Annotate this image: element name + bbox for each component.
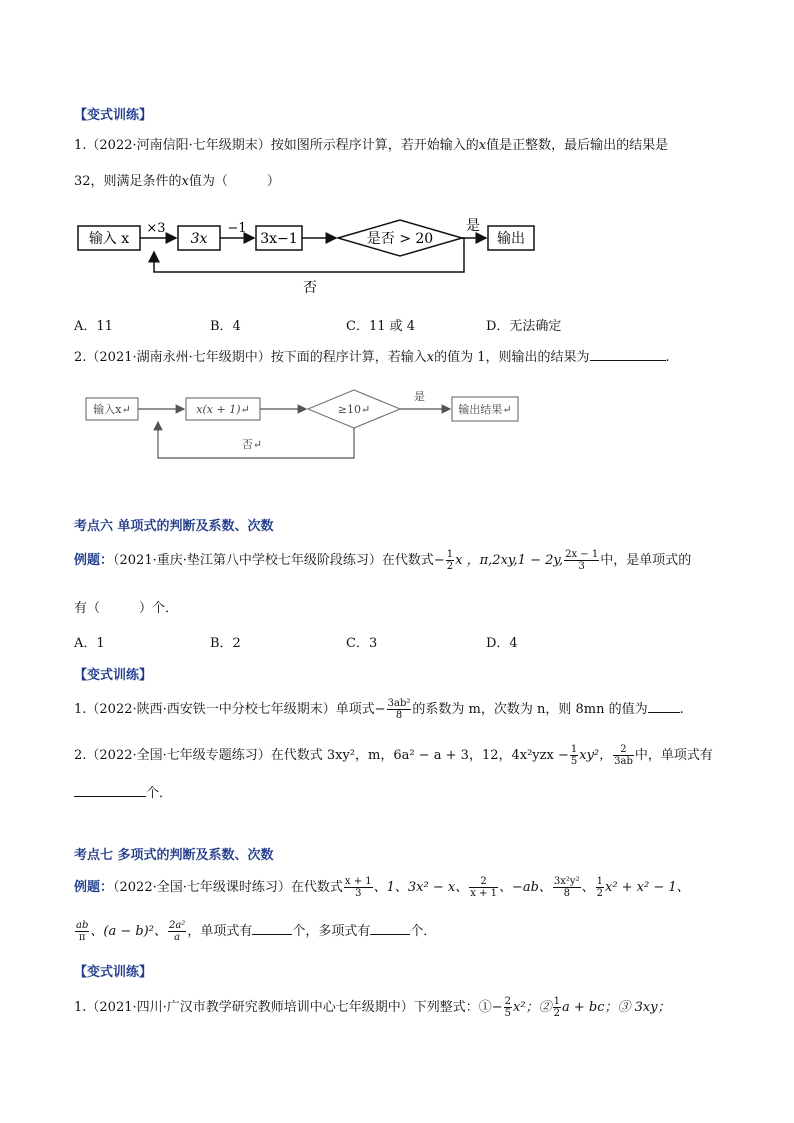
flow-no-label: 否 xyxy=(303,280,317,296)
answer-blank xyxy=(370,922,410,935)
practice-header: 【变式训练】 xyxy=(74,108,153,123)
fraction: $\frac{2x - 1}{3}$ xyxy=(565,549,599,572)
section-7-example-line-2: $\frac{ab}{\pi}$ 、(a − b)²、 $\frac{\text{2a²}}{a}$ ，单项式有 个，多项式有 个． xyxy=(76,920,437,943)
flow-box-3x-label: 3x xyxy=(190,231,208,247)
flow-box-3x-1-label: 3x−1 xyxy=(260,231,298,247)
q1-option-c: C．11 或 4 xyxy=(346,319,416,334)
flowchart-2 xyxy=(80,382,540,464)
flow-output-label: 输出 xyxy=(497,231,525,247)
section-7-practice-1: 1.（2021·四川·广汉市教学研究教师培训中心七年级期中）下列整式：①− $\frac{2}{5}$ x²；② $\frac{1}{2}$ a + bc；③ 3xy； xyxy=(74,996,671,1019)
answer-blank xyxy=(252,922,292,935)
ex6-option-b: B．2 xyxy=(210,636,241,651)
answer-blank xyxy=(648,700,680,713)
fraction: $\frac{2}{3ab}$ xyxy=(614,744,633,767)
flowchart-1 xyxy=(70,212,540,298)
section-6-example-line-1: 例题：（2021·重庆·垫江第八中学校七年级阶段练习）在代数式− $\frac{1}{2}$ x ，π,2xy,1 − 2y, $\frac{2x - 1}{3}$ 中，是单项式的 xyxy=(74,549,692,572)
practice-header: 【变式训练】 xyxy=(74,965,153,980)
fraction: $\frac{1}{2}$ xyxy=(596,876,603,899)
flow-minus-label: −1 xyxy=(227,221,247,236)
flow2-condition-label: ≥10↵ xyxy=(337,403,371,416)
flow-input-label: 输入 x xyxy=(88,231,130,247)
question-1-line-2: 32，则满足条件的x值为（ ） xyxy=(74,174,280,189)
ex6-option-c: C．3 xyxy=(346,636,378,651)
section-6-practice-2: 2.（2022·全国·七年级专题练习）在代数式 3xy²，m，6a² − a + 3，12，4x²yzx − $\frac{1}{5}$ xy²， $\frac{2}{3ab}$ 中，单项式有 xyxy=(74,744,713,767)
flow2-output-label: 输出结果↵ xyxy=(458,403,512,416)
fraction: $\frac{ab}{\pi}$ xyxy=(76,920,89,943)
flow-multiply-label: ×3 xyxy=(146,221,166,236)
q1-option-d: D．无法确定 xyxy=(486,319,562,334)
section-6-title: 考点六 单项式的判断及系数、次数 xyxy=(74,519,274,534)
fraction: $\frac{2}{5}$ xyxy=(504,996,512,1019)
fraction: $\frac{1}{5}$ xyxy=(570,744,578,767)
answer-blank xyxy=(590,348,666,361)
section-7-title: 考点七 多项式的判断及系数、次数 xyxy=(74,848,274,863)
flow-yes-label: 是 xyxy=(466,218,480,234)
fraction: $\frac{x + 1}{3}$ xyxy=(344,876,372,899)
flow2-yes-label: 是 xyxy=(414,390,425,403)
question-1-line-1: 1.（2022·河南信阳·七年级期末）按如图所示程序计算，若开始输入的x值是正整数，最后输出的结果是 xyxy=(74,138,669,153)
fraction: $\frac{\text{3x²y²}}{8}$ xyxy=(553,876,580,899)
ex6-option-a: A．1 xyxy=(74,636,105,651)
practice-header: 【变式训练】 xyxy=(74,668,153,683)
q1-option-b: B．4 xyxy=(210,319,241,334)
fraction: $\frac{1}{2}$ xyxy=(553,996,560,1019)
section-6-practice-1: 1.（2022·陕西·西安铁一中分校七年级期末）单项式− $\frac{\text{3ab²}}{8}$ 的系数为 m，次数为 n，则 8mn 的值为 . xyxy=(74,698,684,721)
section-6-practice-2-line-2: 个． xyxy=(74,782,172,801)
fraction: $\frac{\text{2a²}}{a}$ xyxy=(168,920,186,943)
fraction: $\frac{2}{x + 1}$ xyxy=(470,876,497,899)
answer-blank xyxy=(74,784,146,797)
section-7-example-line-1: 例题：（2022·全国·七年级课时练习）在代数式 $\frac{x + 1}{3}$ 、1、3x² − x、 $\frac{2}{x + 1}$ 、−ab、 $\frac{\text{3x²y²}}{8}$ 、 $\frac{1}{2}$ x² + x² − 1、 xyxy=(74,876,690,899)
flow2-input-label: 输入x↵ xyxy=(93,403,131,416)
flow2-expression-label: x(x + 1)↵ xyxy=(196,403,250,416)
question-2-line: 2.（2021·湖南永州·七年级期中）按下面的程序计算，若输入x的值为 1，则输出的结果为 . xyxy=(74,350,670,365)
section-6-example-line-2: 有（ ）个． xyxy=(74,601,179,616)
fraction: $\frac{1}{2}$ xyxy=(446,549,454,572)
q1-option-a: A．11 xyxy=(74,319,113,334)
flow2-no-label: 否↵ xyxy=(241,438,263,451)
ex6-option-d: D．4 xyxy=(486,636,518,651)
fraction: $\frac{\text{3ab²}}{8}$ xyxy=(387,698,411,721)
flow-condition-label: 是否 > 20 xyxy=(366,231,434,247)
